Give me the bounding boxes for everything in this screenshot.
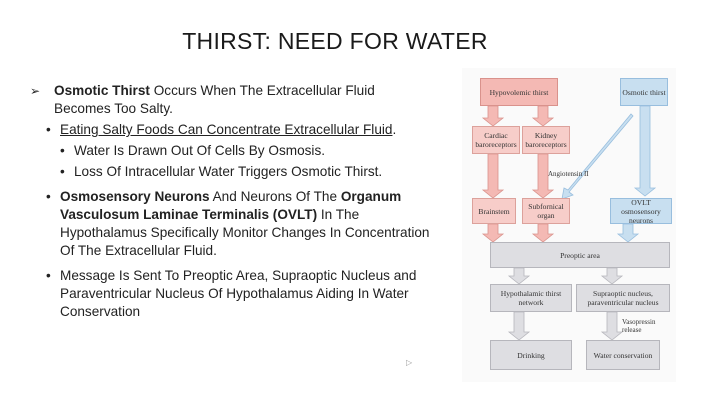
laser-pointer-icon: ▷ (406, 358, 413, 367)
bullet-list (30, 82, 430, 321)
bullet-bold-term: Osmosensory Neurons (60, 189, 210, 204)
label-vasopressin-release: Vasopressin release (622, 318, 656, 334)
thirst-diagram (462, 68, 676, 382)
diagram-arrows (462, 68, 676, 382)
arrow-preoptic-to-supraoptic (602, 268, 622, 284)
bullet-salty-foods (30, 121, 430, 139)
arrow-network-to-drinking (509, 312, 529, 340)
bullet-dot-icon: • (46, 189, 51, 204)
bullet-text: Water Is Drawn Out Of Cells By Osmosis. (74, 143, 326, 158)
box-cardiac-baroreceptors: Cardiac baroreceptors (472, 126, 520, 154)
bullet-text: In The Hypothalamus Specifically Monitor Changes In Concentration Of The Extracellular Fluid. (60, 207, 430, 258)
box-drinking: Drinking (490, 340, 572, 370)
underlined-text: Eating Salty Foods Can Concentrate Extracellular Fluid (60, 122, 393, 137)
box-hypovolemic-thirst: Hypovolemic thirst (480, 78, 558, 106)
arrow-preoptic-to-thirst-network (509, 268, 529, 284)
bullet-text: And Neurons Of The (209, 189, 341, 204)
bullet-text: . (392, 122, 397, 137)
box-ovlt-neurons: OVLT osmosensory neurons (610, 198, 672, 224)
arrow-hypo-to-cardiac (483, 106, 503, 126)
bullet-intracellular-loss (30, 163, 430, 181)
arrow-subfornical-to-preoptic (533, 224, 553, 242)
bullet-dot-icon: • (60, 143, 65, 158)
arrow-supraoptic-to-water-conservation (602, 312, 622, 340)
box-preoptic-area: Preoptic area (490, 242, 670, 268)
arrow-bullet-icon: ➢ (30, 84, 41, 98)
arrow-hypo-to-kidney (533, 106, 553, 126)
bullet-osmotic-thirst (30, 82, 430, 118)
arrow-ovlt-to-preoptic (618, 224, 638, 242)
bullet-dot-icon: • (60, 164, 65, 179)
box-hypothalamic-thirst-network: Hypothalamic thirst network (490, 284, 572, 312)
bullet-text: Message Is Sent To Preoptic Area, Supraoptic Nucleus and Paraventricular Nucleus Of Hypothalamus Aiding In Water Conservation (60, 268, 417, 319)
arrow-cardiac-to-brainstem (483, 154, 503, 198)
bullet-bold-term: Osmotic Thirst (54, 83, 150, 98)
box-subfornical-organ: Subfornical organ (522, 198, 570, 224)
box-osmotic-thirst: Osmotic thirst (620, 78, 668, 106)
arrow-osmotic-to-ovlt (635, 106, 655, 196)
bullet-bold-term: Organum Vasculosum Laminae Terminalis (OVLT) (60, 189, 402, 222)
arrow-osmotic-to-subfornical (562, 114, 633, 199)
bullet-dot-icon: • (46, 268, 51, 283)
arrow-brainstem-to-preoptic (483, 224, 503, 242)
box-brainstem: Brainstem (472, 198, 516, 224)
bullet-dot-icon: • (46, 122, 51, 137)
bullet-osmosis (30, 142, 430, 160)
box-kidney-baroreceptors: Kidney baroreceptors (522, 126, 570, 154)
bullet-text: Loss Of Intracellular Water Triggers Osmotic Thirst. (74, 164, 383, 179)
bullet-preoptic-message (30, 267, 430, 321)
label-angiotensin-ii: Angiotensin II (548, 170, 589, 178)
box-supraoptic-paraventricular: Supraoptic nucleus, paraventricular nucleus (576, 284, 670, 312)
bullet-osmosensory-neurons (30, 188, 430, 260)
slide-title: THIRST: NEED FOR WATER (182, 28, 488, 54)
box-water-conservation: Water conservation (586, 340, 660, 370)
bullet-text: Occurs When The Extracellular Fluid Becomes Too Salty. (54, 83, 375, 116)
